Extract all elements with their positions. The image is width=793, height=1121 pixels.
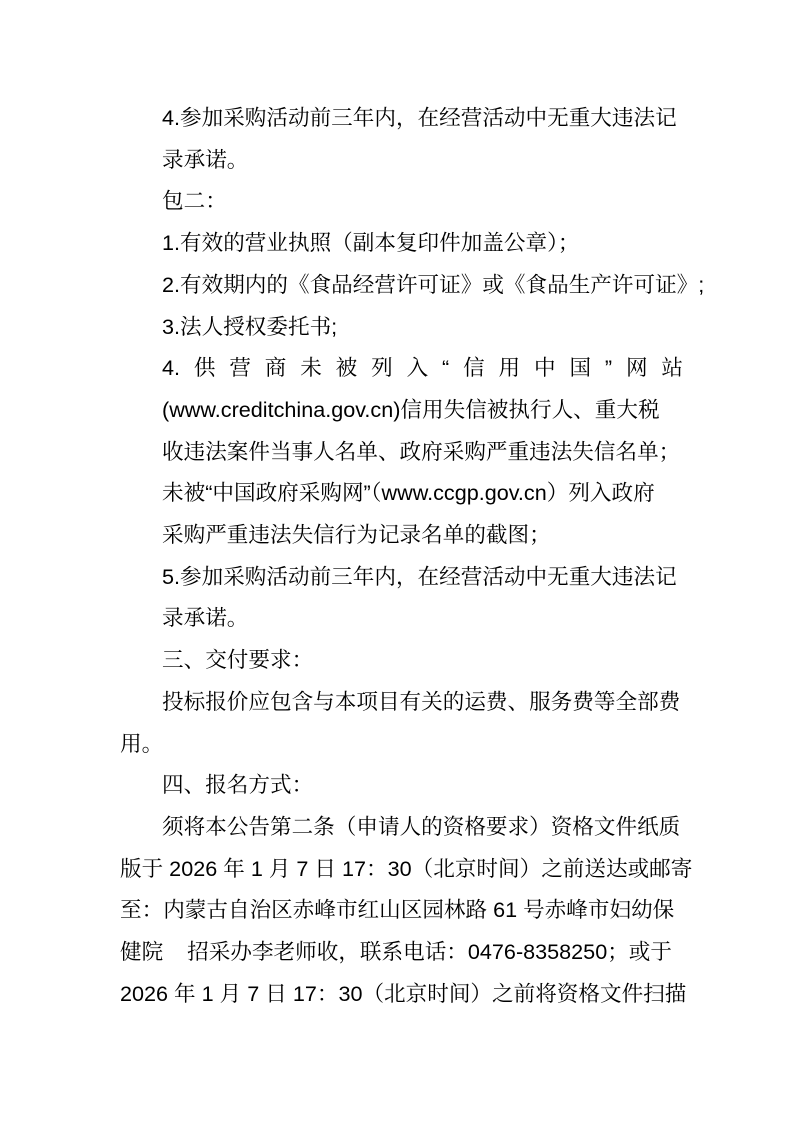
text-line: 录承诺。 <box>162 605 249 631</box>
text-line: 1.有效的营业执照（副本复印件加盖公章）； <box>162 230 580 256</box>
text-line: 四、报名方式： <box>162 772 314 798</box>
text-line: 未被“中国政府采购网”（www.ccgp.gov.cn）列入政府 <box>162 480 655 506</box>
text-line: 4.供营商未被列入“信用中国”网站 <box>162 355 683 381</box>
document-text <box>120 97 705 1014</box>
text-line: 5.参加采购活动前三年内，在经营活动中无重大违法记 <box>162 563 677 589</box>
text-line: 包二： <box>162 188 227 214</box>
text-line: 收违法案件当事人名单、政府采购严重违法失信名单； <box>162 438 681 464</box>
text-line: 版于 2026 年 1 月 7 日 17：30（北京时间）之前送达或邮寄 <box>120 855 693 881</box>
text-line: 至：内蒙古自治区赤峰市红山区园林路 61 号赤峰市妇幼保 <box>120 897 675 923</box>
text-line: 投标报价应包含与本项目有关的运费、服务费等全部费 <box>162 688 681 714</box>
text-line: 健院 招采办李老师收，联系电话：0476-8358250；或于 <box>120 939 672 965</box>
text-line: 2026 年 1 月 7 日 17：30（北京时间）之前将资格文件扫描 <box>120 980 687 1006</box>
text-line: 录承诺。 <box>162 146 249 172</box>
text-line: 用。 <box>120 730 164 756</box>
text-line: 2.有效期内的《食品经营许可证》或《食品生产许可证》; <box>162 271 705 297</box>
text-line: 4.参加采购活动前三年内，在经营活动中无重大违法记 <box>162 105 677 130</box>
text-line: 三、交付要求： <box>162 647 314 673</box>
text-line: 须将本公告第二条（申请人的资格要求）资格文件纸质 <box>162 813 681 839</box>
text-line: (www.creditchina.gov.cn)信用失信被执行人、重大税 <box>162 396 660 422</box>
text-line: 采购严重违法失信行为记录名单的截图； <box>162 522 551 548</box>
text-line: 3.法人授权委托书; <box>162 313 338 339</box>
